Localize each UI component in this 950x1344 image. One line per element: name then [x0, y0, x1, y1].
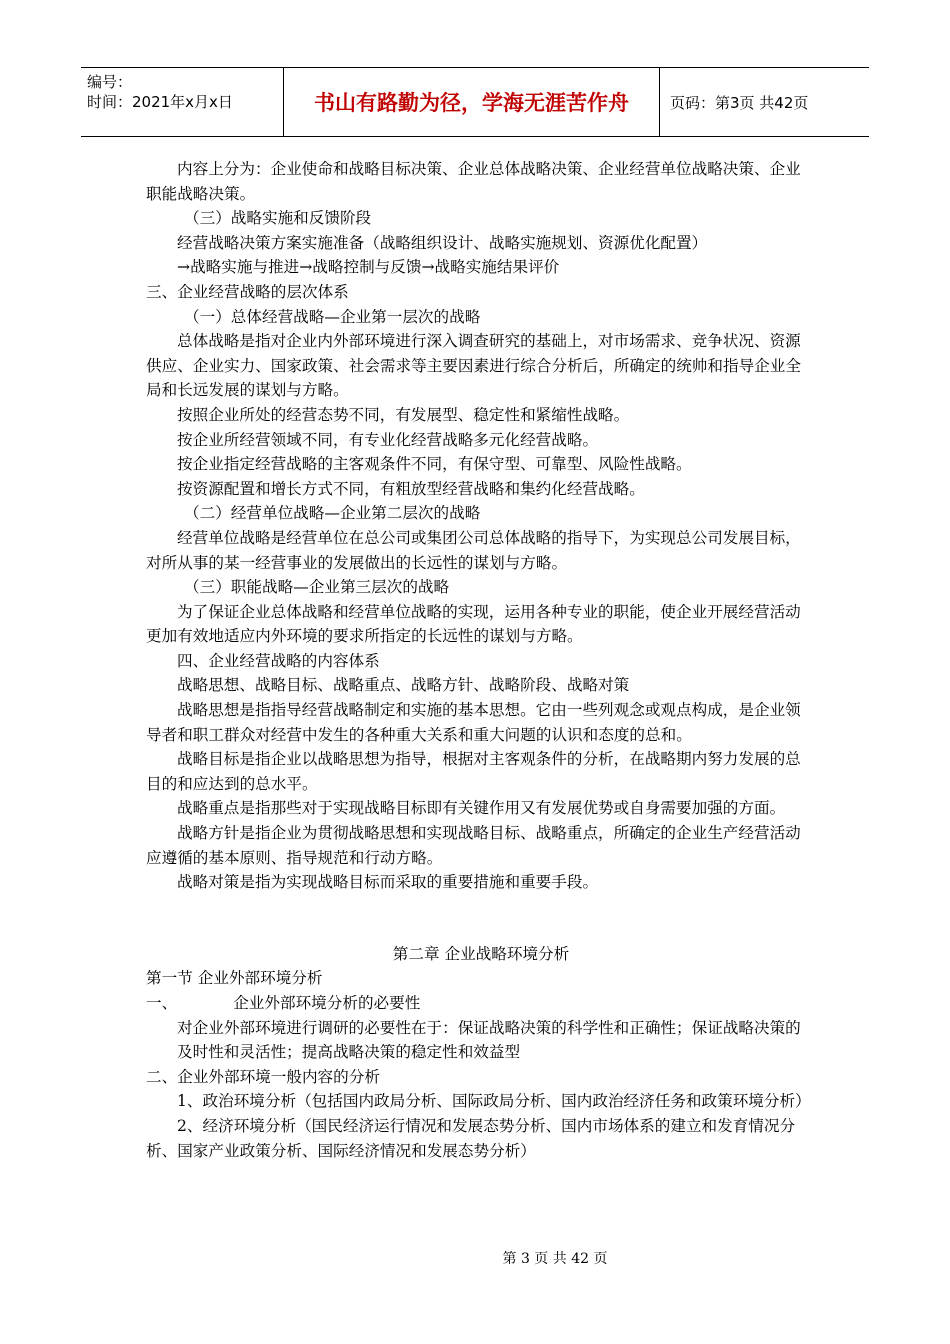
- paragraph: 1、政治环境分析（包括国内政局分析、国际政局分析、国内政治经济任务和政策环境分析）: [177, 1092, 811, 1111]
- item-heading: [146, 991, 816, 1016]
- chapter-title: 第二章 企业战略环境分析: [392, 944, 570, 963]
- section-heading: 三、企业经营战略的层次体系: [146, 282, 349, 301]
- time-label: 时间：2021年x月x日: [87, 93, 233, 111]
- section-heading: 四、企业经营战略的内容体系: [177, 651, 380, 670]
- section-title: 第一节 企业外部环境分析: [146, 969, 323, 988]
- paragraph: 内容上分为：企业使命和战略目标决策、企业总体战略决策、企业经营单位战略决策、企业职能战略决策。: [146, 160, 801, 203]
- item-number: 一、: [146, 994, 178, 1012]
- paragraph: 战略目标是指企业以战略思想为指导，根据对主客观条件的分析，在战略期内努力发展的总目的和应达到的总水平。: [146, 750, 801, 793]
- paragraph: 经营单位战略是经营单位在总公司或集团公司总体战略的指导下，为实现总公司发展目标，对所从事的某一经营事业的发展做出的长远性的谋划与方略。: [146, 528, 801, 572]
- page-header: [81, 67, 869, 137]
- paragraph: 战略思想是指指导经营战略制定和实施的基本思想。它由一些列观念或观点构成，是企业领导者和职工群众对经营中发生的各种重大关系和重大问题的认识和态度的总和。: [146, 701, 801, 744]
- paragraph: 按企业指定经营战略的主客观条件不同，有保守型、可靠型、风险性战略。: [177, 455, 692, 474]
- paragraph: 经营战略决策方案实施准备（战略组织设计、战略实施规划、资源优化配置）: [177, 233, 708, 252]
- header-motto: 书山有路勤为径，学海无涯苦作舟: [284, 68, 660, 136]
- paragraph: 战略方针是指企业为贯彻战略思想和实现战略目标、战略重点，所确定的企业生产经营活动应遵循的基本原则、指导规范和行动方略。: [146, 824, 801, 867]
- item-heading: 二、企业外部环境一般内容的分析: [146, 1067, 380, 1086]
- paragraph: 战略对策是指为实现战略目标而采取的重要措施和重要手段。: [177, 873, 599, 892]
- paragraph: 对企业外部环境进行调研的必要性在于：保证战略决策的科学性和正确性；保证战略决策的及时性和灵活性；提高战略决策的稳定性和效益型: [177, 1018, 801, 1062]
- spacer: [146, 895, 816, 942]
- paragraph: 为了保证企业总体战略和经营单位战略的实现，运用各种专业的职能，使企业开展经营活动更加有效地适应内外环境的要求所指定的长远性的谋划与方略。: [146, 602, 801, 646]
- paragraph: 战略思想、战略目标、战略重点、战略方针、战略阶段、战略对策: [177, 676, 630, 695]
- subheading: （一）总体经营战略—企业第一层次的战略: [184, 307, 481, 326]
- number-label: 编号：: [87, 73, 133, 91]
- paragraph: →战略实施与推进→战略控制与反馈→战略实施结果评价: [177, 258, 560, 277]
- subheading: （三）职能战略—企业第三层次的战略: [184, 578, 450, 597]
- header-meta: [81, 68, 284, 136]
- paragraph: 总体战略是指对企业内外部环境进行深入调查研究的基础上，对市场需求、竞争状况、资源供应、企业实力、国家政策、社会需求等主要因素进行综合分析后，所确定的统帅和指导企业全局和长远发展的谋划与方略。: [146, 332, 801, 400]
- header-page-info: 页码：第3页 共42页: [670, 93, 809, 112]
- subheading: （二）经营单位战略—企业第二层次的战略: [184, 504, 481, 523]
- document-body: [146, 157, 816, 1163]
- paragraph: 按资源配置和增长方式不同，有粗放型经营战略和集约化经营战略。: [177, 479, 645, 498]
- page-footer: 第 3 页 共 42 页: [502, 1251, 608, 1267]
- subheading: （三）战略实施和反馈阶段: [184, 209, 372, 228]
- item-heading-text: 企业外部环境分析的必要性: [233, 994, 421, 1012]
- paragraph: 战略重点是指那些对于实现战略目标即有关键作用又有发展优势或自身需要加强的方面。: [177, 799, 786, 818]
- paragraph: 2、经济环境分析（国民经济运行情况和发展态势分析、国内市场体系的建立和发育情况分析、国家产业政策分析、国际经济情况和发展态势分析）: [146, 1116, 796, 1160]
- paragraph: 按照企业所处的经营态势不同，有发展型、稳定性和紧缩性战略。: [177, 405, 630, 424]
- paragraph: 按企业所经营领域不同，有专业化经营战略多元化经营战略。: [177, 430, 599, 449]
